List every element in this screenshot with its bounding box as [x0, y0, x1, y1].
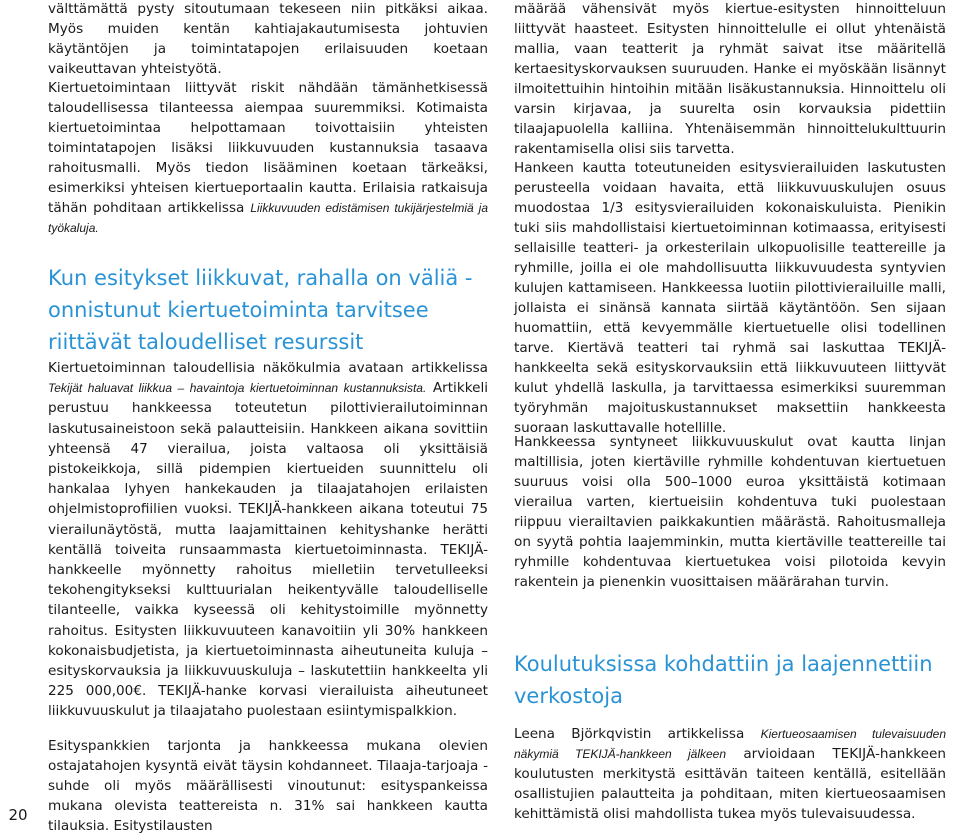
paragraph-text: Artikkeli perustuu hankkeessa toteutetun pilottivierailutoiminnan laskutusaineistoon sekä palautteisiin. Hankkeen aikana sovittiin yhteensä 47 vierailua, joista valtaosa oli yksittäisiä pistokeikkoja, sillä pidempien kiertueiden suunnittelu oli hankalaa lyhyen hankekauden ja tilaajatahojen erilaisten ohjelmistoprofiilien vuoksi. TEKIJÄ-hankkeen aikana toteutui 75 vierailunäytöstä, mutta laajamittainen kehityshanke herätti kentällä toiveita runsaammasta kiertuetoiminnasta. TEKIJÄ-hankkeelle myönnetty rahoitus mielletiin tervetulleeksi tekohengitykseksi kulttuurialan heikentyvälle taloudelliselle tilanteelle, vaikka kyseessä oli kehitystoimille myönnetty rahoitus. Esitysten liikkuvuuteen kanavoitiin yli 30% hankkeen kokonaisbudjetista, ja kiertuetoiminnasta aiheutuneita kuluja – esityskorvauksia ja liikkuvuuskuluja – laskutettiin hankkeelta yli 225 000,00€. TEKIJÄ-hanke korvasi vierailuista aiheutuneet liikkuvuuskulut ja tilaajataho puolestaan esiintymispalkkion.: [48, 380, 488, 720]
paragraph: Hankkeessa syntyneet liikkuvuuskulut ovat kautta linjan maltillisia, joten kiertäville ryhmille kohdentuvan kiertuetuen suuruus voisi olla 500–1000 euroa yksittäistä kotimaan vierailua varten, kiertueisiin kohdentuva tuki puolestaan riippuu vierailtavien paikkakuntien määrästä. Rahoitusmalleja on syytä pohtia laajemminkin, mutta kiertäville teattereille tai ryhmille kohdentuvaa kiertuetukea voisi pilotoida kevyin rakentein ja pienenkin vuosittaisen määrärahan turvin.: [514, 434, 946, 590]
section-heading: Koulutuksissa kohdattiin ja laajennettiin verkostoja: [514, 652, 933, 708]
article-citation: Kiertueosaamisen tulevaisuuden näkymiä TEKIJÄ-hankkeen jälkeen: [514, 727, 947, 761]
paragraph-text: Kiertuetoimintaan liittyvät riskit nähdään tämänhetkisessä taloudellisessa tilanteessa aiempaa suuremmiksi. Kotimaista kiertuetoimintaa helpottamaan toivottaisiin yhteisten toimintatapojen lisäksi liikkuvuuden kustannuksia tasaava rahoitusmalli. Myös tiedon lisääminen koetaan tärkeäksi, esimerkiksi yhteisen kiertueportaalin kautta. Erilaisia ratkaisuja tähän pohditaan artikkelissa: [48, 80, 488, 216]
page-number: 20: [8, 806, 28, 824]
paragraph: välttämättä pysty sitoutumaan tekeseen niin pitkäksi aikaa. Myös muiden kentän kahtiajakautumisesta johtuvien käytäntöjen ja toimintatapojen erilaisuuden koetaan vaikeuttavan yhteistyötä.: [48, 1, 488, 77]
paragraph-text: arvioidaan TEKIJÄ-hankkeen koulutusten merkitystä esittävän taiteen kentällä, esitellään osallistujien palautteita ja pohditaan, miten kiertueosaamisen kehittämistä olisi mahdollista tukea myös tulevaisuudessa.: [514, 746, 947, 822]
paragraph: [48, 78, 488, 238]
paragraph: [48, 358, 488, 722]
paragraph: määrää vähensivät myös kiertue-esitysten hinnoitteluun liittyvät haasteet. Esitysten hinnoittelulle ei ollut yhtenäistä mallia, vaan teatterit ja ryhmät saivat itse määritellä kertaesityskorvauksen suuruuden. Hanke ei myöskään lisännyt ilmoitettuihin hintoihin mitään lisäkustannuksia. Hinnoittelu oli varsin kirjavaa, ja suurelta osin korvauksia pidettiin tilaajapuolella kalliina. Yhtenäisemmän hinnoittelukulttuurin rakentamisella olisi siis tarvetta.: [514, 1, 946, 157]
paragraph: Esityspankkien tarjonta ja hankkeessa mukana olevien ostajatahojen kysyntä eivät täysin kohdanneet. Tilaaja-tarjoaja -suhde oli myös määrällisesti vinoutunut: esityspankeissa mukana olevista teattereista n. 31% sai hankkeen kautta tilauksia. Esitystilausten: [48, 738, 488, 834]
paragraph: Hankeen kautta toteutuneiden esitysvierailuiden laskutusten perusteella voidaan havaita, että liikkuvuuskulujen osuus muodostaa 1/3 esitysvierailuiden kokonaiskuluista. Pienikin tuki siis mahdollistaisi kiertuetoiminnan kotimaassa, erityisesti sellaisille teatteri- ja orkesterilain ulkopuolisille teattereille ja ryhmille, joilla ei ole mahdollisuutta liikkuvuudesta syntyvien kulujen kattamiseen. Hankkeessa luotiin pilottivierailuille malli, jollaista ei sinänsä kannata siirtää käytäntöön. Sen sijaan huomattiin, että kevyemmälle kiertuetuelle olisi todellinen tarve. Kiertävä teatteri tai ryhmä sai laskuttaa TEKIJÄ-hankkeelta sekä esityskorvauksiin että liikkuvuuteen liittyvät kulut yhdellä laskulla, ja tarvittaessa esimerkiksi suuremman työryhmän majoituskustannukset maksettiin hankkeesta suoraan laskuttavalle hotellille.: [514, 160, 946, 436]
section-heading: Kun esitykset liikkuvat, rahalla on väliä - onnistunut kiertuetoiminta tarvitsee riittävät taloudelliset resurssit: [48, 266, 473, 354]
paragraph: [514, 724, 946, 824]
article-citation: Liikkuvuuden edistämisen tukijärjestelmiä ja työkaluja.: [48, 201, 488, 235]
paragraph-text: Leena Björkqvistin artikkelissa: [514, 726, 745, 742]
article-citation: Tekijät haluavat liikkua – havaintoja kiertuetoiminnan kustannuksista.: [48, 381, 427, 396]
paragraph-text: Kiertuetoiminnan taloudellisia näkökulmia avataan artikkelissa: [48, 360, 488, 376]
